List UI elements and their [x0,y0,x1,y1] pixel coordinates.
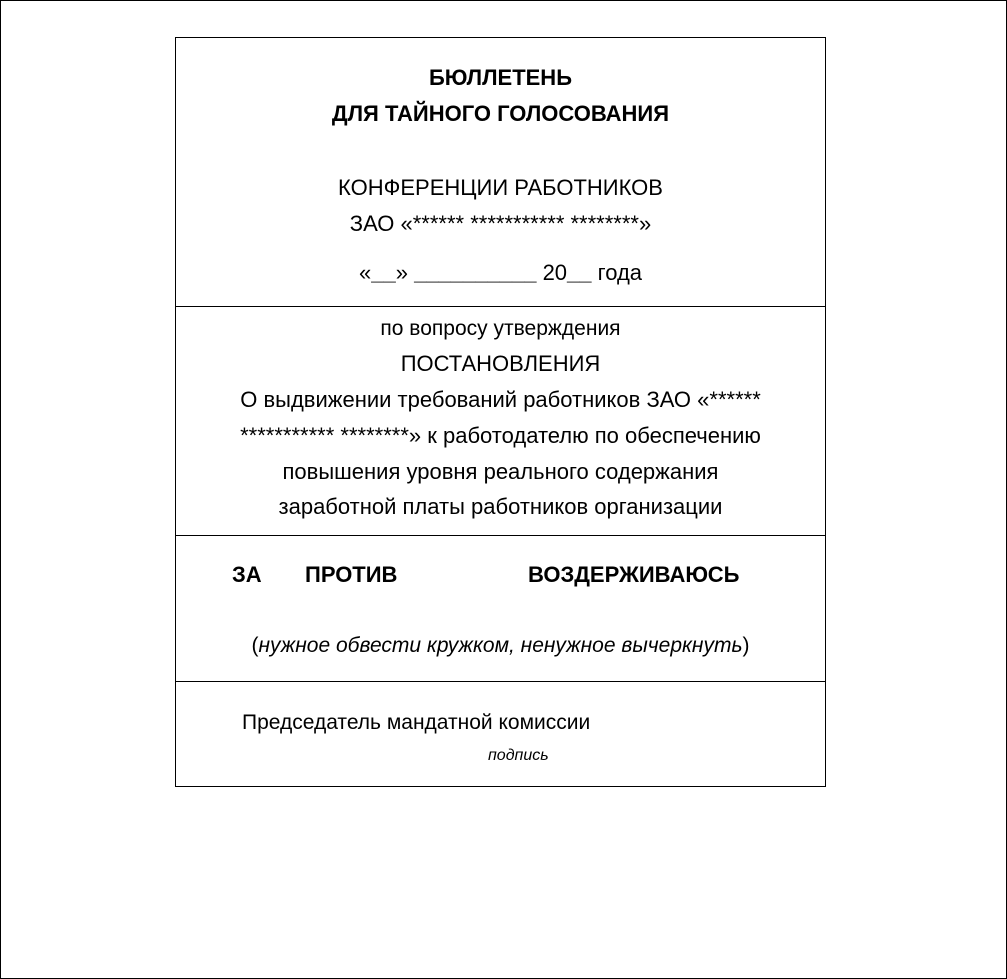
date-close-quote: » [395,260,408,285]
ballot-form [175,37,826,787]
voting-instruction [176,633,825,659]
option-for[interactable]: ЗА [232,562,262,587]
company-name: ЗАО «****** *********** ********» [349,211,652,236]
question-text-line: О выдвижении требований работников ЗАО «****** [240,387,761,412]
date-open-quote: « [358,260,372,285]
date-year-blank: __ [567,260,592,285]
date-year-prefix: 20 [542,260,568,285]
question-intro: по вопросу утверждения [380,317,621,340]
date-line [176,260,825,286]
question-heading: ПОСТАНОВЛЕНИЯ [400,351,601,376]
date-month-blank: __________ [414,260,537,285]
question-text-line: повышения уровня реального содержания [282,459,719,484]
date-suffix: года [597,260,643,285]
instruction-text: нужное обвести кружком, ненужное вычеркнуть [258,634,743,657]
ballot-signature [176,682,825,786]
question-text-line: заработной платы работников организации [278,494,723,519]
ballot-title: БЮЛЛЕТЕНЬ [428,65,573,90]
ballot-subtitle: ДЛЯ ТАЙНОГО ГОЛОСОВАНИЯ [331,101,670,126]
option-abstain[interactable]: ВОЗДЕРЖИВАЮСЬ [528,562,740,587]
date-day-blank: __ [371,260,396,285]
instruction-open-paren: ( [251,634,259,657]
ballot-options [176,536,825,682]
ballot-question [176,307,825,536]
conference-name: КОНФЕРЕНЦИИ РАБОТНИКОВ [338,175,663,200]
option-against[interactable]: ПРОТИВ [305,562,398,587]
signature-note: подпись [488,747,549,764]
question-text-line: *********** ********» к работодателю по обеспечению [240,423,761,448]
ballot-header [176,38,825,307]
instruction-close-paren: ) [742,634,750,657]
signature-label: Председатель мандатной комиссии [242,711,591,734]
